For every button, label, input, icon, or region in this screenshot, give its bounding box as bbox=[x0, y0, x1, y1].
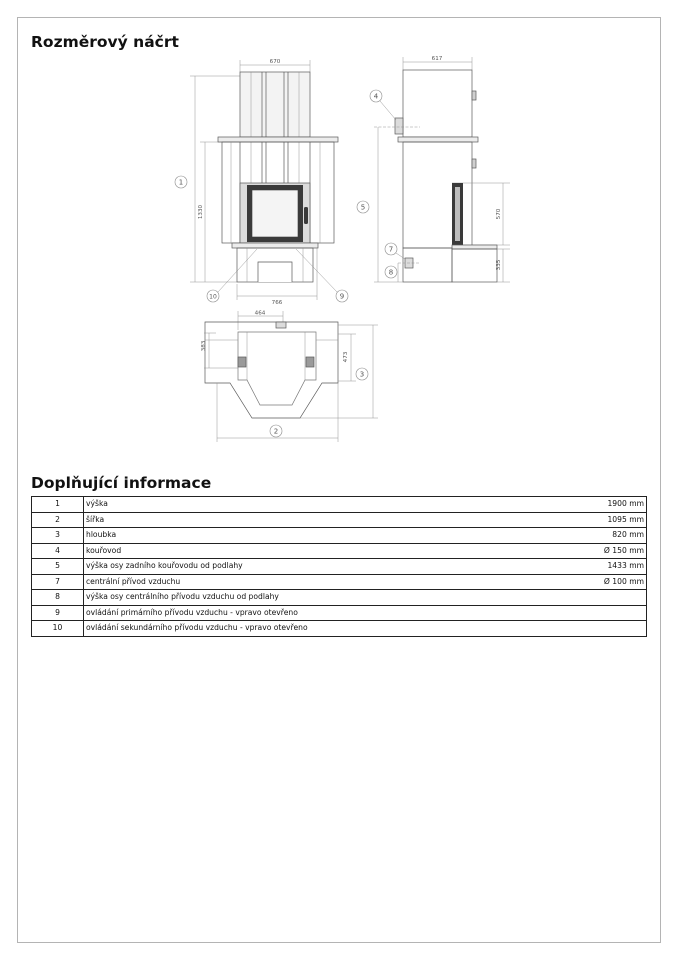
side-upper bbox=[403, 70, 472, 137]
callout-3-label: 3 bbox=[359, 370, 365, 379]
info-row-number: 4 bbox=[32, 543, 84, 559]
dim-side-base-height: 335 bbox=[496, 259, 502, 271]
dim-front-width: 670 bbox=[269, 59, 281, 65]
info-title: Doplňující informace bbox=[31, 474, 212, 492]
info-row-cell bbox=[84, 497, 647, 513]
info-row-number: 5 bbox=[32, 559, 84, 575]
info-row-label: kouřovod bbox=[86, 545, 122, 555]
info-row bbox=[32, 497, 647, 513]
front-door-handle bbox=[304, 207, 308, 224]
info-row-number: 3 bbox=[32, 528, 84, 544]
callout-1-label: 1 bbox=[178, 178, 184, 187]
info-row-number: 7 bbox=[32, 574, 84, 590]
info-row-number: 2 bbox=[32, 512, 84, 528]
info-row-label: centrální přívod vzduchu bbox=[86, 576, 181, 586]
top-control-left bbox=[238, 357, 246, 367]
info-row-number: 1 bbox=[32, 497, 84, 513]
side-base-front bbox=[452, 249, 497, 282]
top-view bbox=[201, 311, 378, 443]
info-row-cell bbox=[84, 528, 647, 544]
dim-front-height: 1330 bbox=[198, 204, 204, 220]
front-view bbox=[175, 59, 348, 306]
info-row bbox=[32, 574, 647, 590]
dim-front-base-width: 766 bbox=[271, 300, 283, 306]
info-row-label: hloubka bbox=[86, 530, 117, 540]
info-row-cell bbox=[84, 574, 647, 590]
info-row bbox=[32, 543, 647, 559]
dim-top-flue-offset: 464 bbox=[254, 310, 266, 317]
callout-9-label: 9 bbox=[339, 292, 345, 301]
side-flue bbox=[395, 118, 403, 134]
info-row-cell bbox=[84, 543, 647, 559]
callout-8-label: 8 bbox=[388, 268, 394, 277]
front-top-ledge bbox=[218, 137, 338, 142]
info-row bbox=[32, 621, 647, 637]
dimension-sketch bbox=[0, 52, 678, 452]
info-row-number: 9 bbox=[32, 605, 84, 621]
callout-10-label: 10 bbox=[209, 293, 217, 301]
info-table bbox=[31, 496, 647, 637]
info-row-label: ovládání sekundárního přívodu vzduchu - vpravo otevřeno bbox=[86, 623, 308, 633]
info-row bbox=[32, 605, 647, 621]
dim-top-depth-right: 473 bbox=[343, 351, 349, 363]
top-control-right bbox=[306, 357, 314, 367]
info-row-label: šířka bbox=[86, 514, 105, 524]
side-ledge bbox=[398, 137, 478, 142]
top-outline bbox=[205, 322, 338, 418]
top-flue bbox=[276, 322, 286, 328]
info-row bbox=[32, 559, 647, 575]
dim-top-depth-left: 383 bbox=[201, 340, 207, 352]
callout-7-label: 7 bbox=[388, 245, 394, 254]
info-row bbox=[32, 512, 647, 528]
dim-side-firebox-height: 570 bbox=[496, 208, 502, 220]
info-row-value: 1433 mm bbox=[607, 561, 644, 571]
info-row bbox=[32, 590, 647, 606]
info-row-value: 1900 mm bbox=[607, 499, 644, 509]
info-row-value: Ø 150 mm bbox=[603, 545, 644, 555]
info-row-cell bbox=[84, 559, 647, 575]
info-row-value: 1095 mm bbox=[607, 514, 644, 524]
side-view bbox=[357, 56, 510, 282]
callout-4-label: 4 bbox=[373, 92, 379, 101]
info-row-number: 8 bbox=[32, 590, 84, 606]
info-row-value: 820 mm bbox=[612, 530, 644, 540]
dim-side-depth: 617 bbox=[431, 56, 443, 62]
info-row-cell bbox=[84, 590, 647, 606]
info-row bbox=[32, 528, 647, 544]
sketch-title: Rozměrový náčrt bbox=[31, 33, 179, 51]
top-inner-outline bbox=[238, 332, 316, 405]
front-door-glass bbox=[252, 190, 298, 237]
info-row-label: výška bbox=[86, 499, 108, 509]
info-row-label: ovládání primárního přívodu vzduchu - vpravo otevřeno bbox=[86, 607, 298, 617]
info-row-number: 10 bbox=[32, 621, 84, 637]
info-row-cell bbox=[84, 512, 647, 528]
info-row-label: výška osy zadního kouřovodu od podlahy bbox=[86, 561, 243, 571]
info-row-cell bbox=[84, 605, 647, 621]
callout-5-label: 5 bbox=[360, 203, 366, 212]
front-base-ledge bbox=[232, 243, 318, 248]
side-base-shelf bbox=[452, 245, 497, 249]
callout-2-label: 2 bbox=[273, 427, 279, 436]
info-row-value: Ø 100 mm bbox=[603, 576, 644, 586]
info-row-label: výška osy centrálního přívodu vzduchu od podlahy bbox=[86, 592, 279, 602]
info-row-cell bbox=[84, 621, 647, 637]
front-column bbox=[240, 72, 310, 137]
